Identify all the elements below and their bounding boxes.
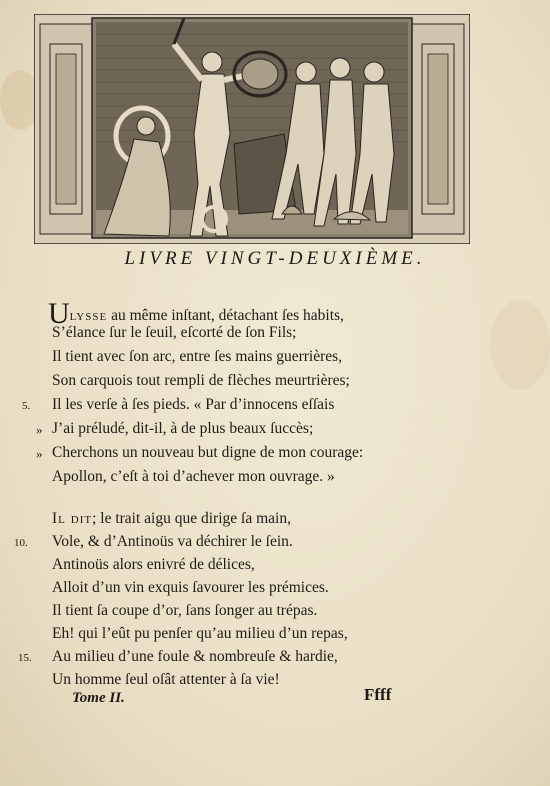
volume-label: Tome II. [72, 690, 125, 706]
verse-text: ; le trait aigu que dirige ſa main, [92, 510, 291, 527]
engraving-illustration [34, 14, 470, 244]
verse-line [48, 296, 344, 330]
verse-line: Antinoüs alors enivré de délices, [52, 556, 255, 573]
verse-line: Vole, & d’Antinoüs va déchirer le ſein. [52, 533, 293, 550]
line-number: 10. [14, 537, 28, 549]
line-number: 5. [22, 400, 31, 412]
verse-line: Au milieu d’une foule & nombreuſe & hardie, [52, 648, 338, 665]
verse-first-word: lysse [69, 307, 108, 324]
paper-stain [490, 300, 550, 390]
verse-line: Apollon, c’eſt à toi d’achever mon ouvrage. » [52, 468, 335, 485]
quote-mark: » [36, 446, 43, 461]
verse-first-word: Il dit [52, 510, 93, 527]
verse-line: S’élance ſur le ſeuil, eſcorté de ſon Fils; [52, 324, 297, 341]
verse-text: au même inſtant, détachant ſes habits, [107, 307, 344, 324]
quote-mark: » [36, 422, 43, 437]
drop-cap: U [48, 297, 70, 330]
verse-line: Il les verſe à ſes pieds. « Par d’innocens eſſais [52, 396, 335, 413]
verse-line: Eh! qui l’eût pu penſer qu’au milieu d’un repas, [52, 625, 348, 642]
chapter-heading: LIVRE VINGT-DEUXIÈME. [124, 248, 426, 269]
verse-line: Il tient ſa coupe d’or, ſans ſonger au trépas. [52, 602, 318, 619]
line-number: 15. [18, 652, 32, 664]
verse-line [52, 510, 291, 528]
verse-line: Cherchons un nouveau but digne de mon courage: [52, 444, 364, 461]
verse-line: Un homme ſeul oſât attenter à ſa vie! [52, 671, 280, 688]
verse-line: J’ai préludé, dit-il, à de plus beaux ſuccès; [52, 420, 314, 437]
signature-mark: Ffff [364, 685, 392, 704]
verse-line: Son carquois tout rempli de flèches meurtrières; [52, 372, 350, 389]
verse-line: Alloit d’un vin exquis ſavourer les prémices. [52, 579, 329, 596]
verse-line: Il tient avec ſon arc, entre ſes mains guerrières, [52, 348, 343, 365]
